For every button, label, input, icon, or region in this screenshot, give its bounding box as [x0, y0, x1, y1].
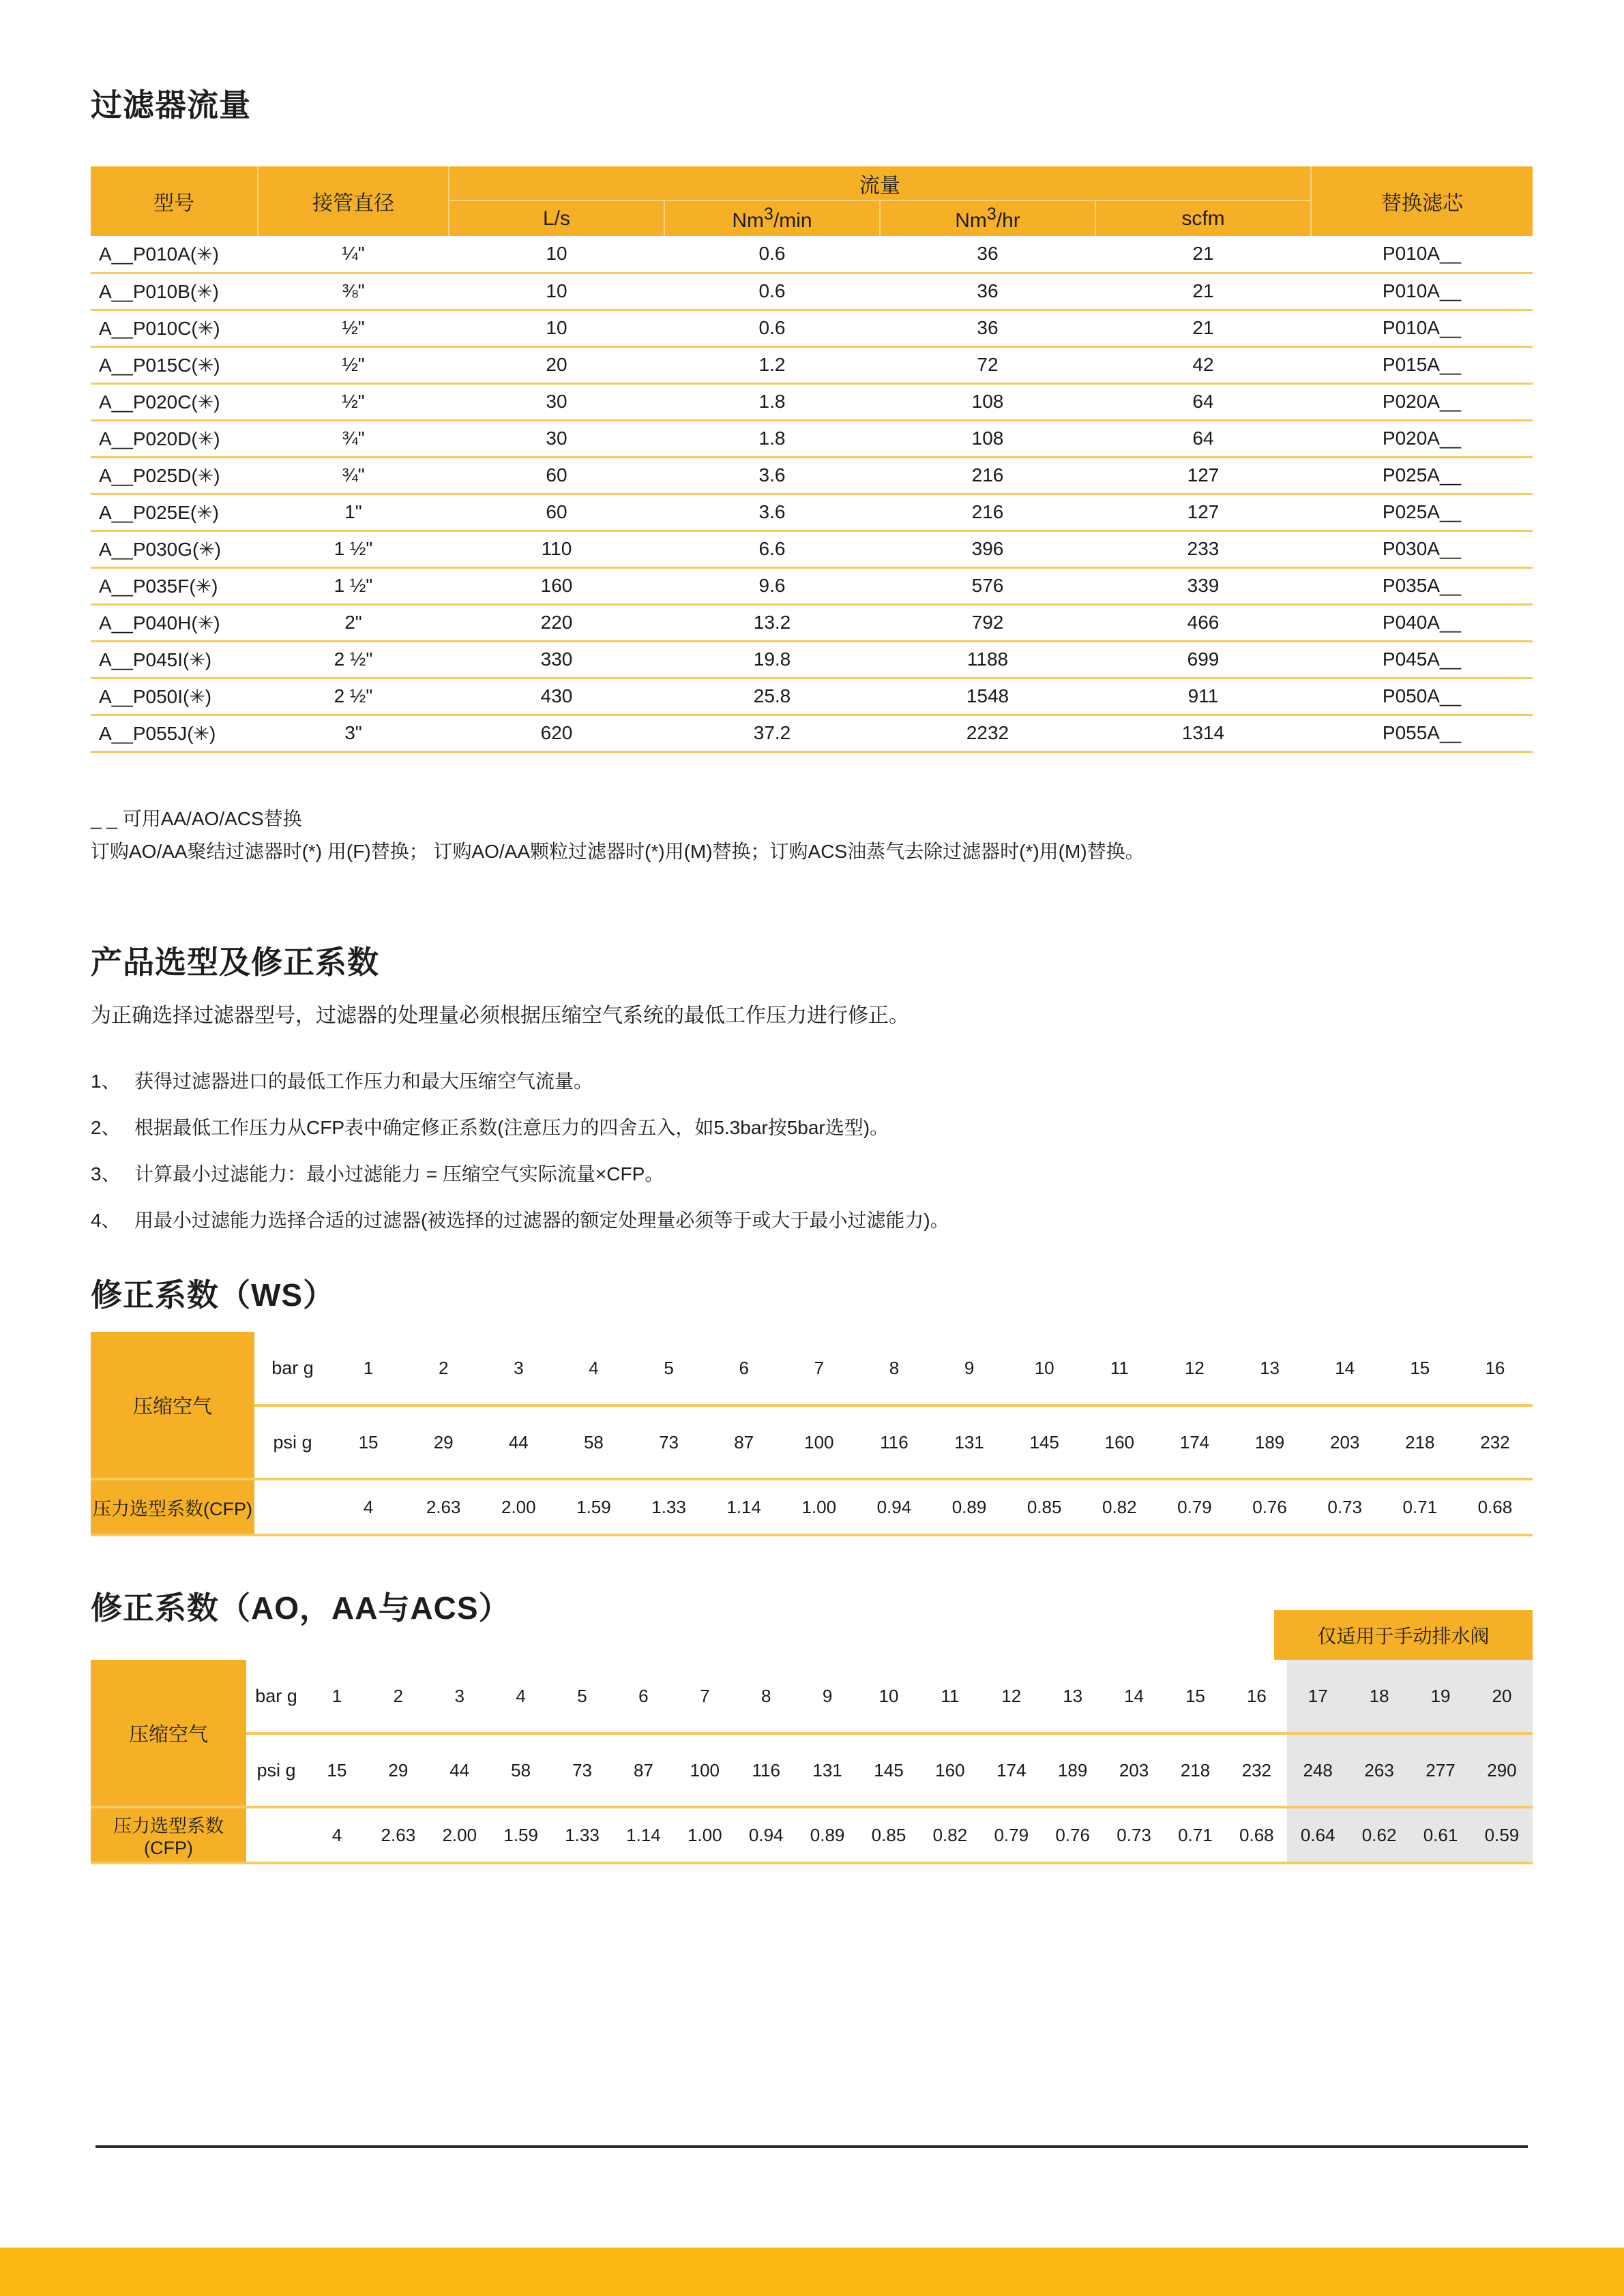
cell-psi-10: 145: [1029, 1431, 1059, 1452]
cell-psi-13: 189: [1254, 1431, 1285, 1452]
cell-model: A__P025E(✳): [91, 494, 258, 531]
cell-bar-19: 19: [1410, 1660, 1471, 1733]
table-row: [91, 383, 1533, 420]
cell-bar-16: 16: [1485, 1357, 1505, 1378]
cell-psi-12: 174: [996, 1759, 1027, 1780]
cell-cfp-9: 0.89: [951, 1496, 987, 1517]
selection-step-1: [91, 1067, 593, 1094]
cell-ls: 10: [449, 273, 664, 310]
cell-ls: 10: [449, 310, 664, 346]
cfp-row-bar: [91, 1332, 1533, 1405]
cell-nm3min: 0.6: [664, 273, 880, 310]
cell-psi-14: 203: [1329, 1431, 1360, 1452]
cell-nm3hr: 576: [880, 567, 1095, 604]
cell-bar-14: 14: [1124, 1685, 1144, 1706]
cell-model: A__P055J(✳): [91, 715, 258, 751]
ws-correction-table: [91, 1332, 1533, 1536]
cfp-unit-spacer: [254, 1479, 331, 1535]
selection-step-2: [91, 1113, 889, 1140]
cell-cfp-10: 0.85: [871, 1824, 906, 1845]
cell-bar-2: 2: [438, 1357, 449, 1378]
cell-bar-13: 13: [1260, 1357, 1280, 1378]
filter-flow-table-body: [91, 236, 1533, 751]
cell-ls: 20: [449, 346, 664, 383]
cell-bar-11: 11: [941, 1685, 960, 1706]
step-number: 2、: [91, 1117, 121, 1138]
cell-ls: 330: [449, 641, 664, 678]
cell-scfm: 233: [1095, 531, 1311, 567]
cell-scfm: 339: [1095, 567, 1311, 604]
cell-bar-3: 3: [454, 1685, 464, 1706]
cell-psi-17: 248: [1287, 1733, 1348, 1807]
cell-spare: P020A__: [1311, 383, 1533, 420]
unit-label-bar: bar g: [271, 1357, 314, 1378]
cell-bar-16: 16: [1246, 1685, 1267, 1706]
row-label-cfp: 压力选型系数(CFP): [91, 1807, 246, 1863]
footer-accent-bar: [0, 2248, 1624, 2296]
cell-nm3min: 1.2: [664, 346, 880, 383]
cell-scfm: 911: [1095, 678, 1311, 715]
cell-model: A__P010A(✳): [91, 236, 258, 273]
cell-connection: ½": [258, 383, 449, 420]
cell-cfp-8: 0.94: [876, 1496, 912, 1517]
section-title-filter-flow: 过滤器流量: [91, 87, 251, 123]
unit-text-nm3hr: Nm$^3$/hr: [955, 205, 1020, 232]
table-header-row-1: [91, 166, 1533, 200]
cell-bar-8: 8: [761, 1685, 771, 1706]
step-number: 3、: [91, 1163, 121, 1184]
cell-nm3hr: 36: [880, 310, 1095, 346]
cell-model: A__P030G(✳): [91, 531, 258, 567]
cell-cfp-13: 0.76: [1252, 1496, 1287, 1517]
cell-nm3min: 3.6: [664, 457, 880, 494]
col-header-scfm: scfm: [1095, 200, 1311, 236]
cell-scfm: 466: [1095, 604, 1311, 641]
cell-psi-1: 15: [327, 1759, 347, 1780]
cell-ls: 60: [449, 457, 664, 494]
cell-psi-7: 100: [690, 1759, 720, 1780]
cell-nm3min: 25.8: [664, 678, 880, 715]
cell-nm3hr: 396: [880, 531, 1095, 567]
selection-step-4: [91, 1206, 949, 1233]
cell-scfm: 42: [1095, 346, 1311, 383]
step-text: 根据最低工作压力从CFP表中确定修正系数(注意压力的四舍五入，如5.3bar按5bar选型)。: [134, 1117, 889, 1138]
note-ordering: 订购AO/AA聚结过滤器时(*) 用(F)替换； 订购AO/AA颗粒过滤器时(*)用(M)替换；订购ACS油蒸气去除过滤器时(*)用(M)替换。: [91, 841, 1145, 862]
cell-model: A__P045I(✳): [91, 641, 258, 678]
cell-psi-9: 131: [812, 1759, 842, 1780]
cell-psi-7: 100: [804, 1431, 834, 1452]
table-row: [91, 346, 1533, 383]
cell-nm3hr: 36: [880, 273, 1095, 310]
cell-psi-1: 15: [358, 1431, 379, 1452]
cell-nm3hr: 1548: [880, 678, 1095, 715]
cell-ls: 30: [449, 383, 664, 420]
cell-cfp-6: 1.14: [626, 1824, 661, 1845]
table-row: [91, 531, 1533, 567]
cell-nm3min: 13.2: [664, 604, 880, 641]
cell-nm3hr: 1188: [880, 641, 1095, 678]
section-title-ws: 修正系数（WS）: [91, 1277, 336, 1313]
section-title-product-selection: 产品选型及修正系数: [91, 944, 379, 980]
cell-psi-11: 160: [935, 1759, 965, 1780]
cell-cfp-20: 0.59: [1471, 1807, 1533, 1863]
cell-model: A__P010B(✳): [91, 273, 258, 310]
cell-scfm: 21: [1095, 236, 1311, 273]
cell-spare: P020A__: [1311, 420, 1533, 457]
cell-cfp-19: 0.61: [1410, 1807, 1471, 1863]
cell-cfp-16: 0.68: [1239, 1824, 1274, 1845]
cell-model: A__P025D(✳): [91, 457, 258, 494]
cell-connection: 3": [258, 715, 449, 751]
cell-cfp-5: 1.33: [651, 1496, 686, 1517]
cell-bar-6: 6: [638, 1685, 649, 1706]
cell-psi-20: 290: [1471, 1733, 1533, 1807]
cell-nm3hr: 36: [880, 236, 1095, 273]
cell-psi-5: 73: [572, 1759, 592, 1780]
step-text: 计算最小过滤能力：最小过滤能力 = 压缩空气实际流量×CFP。: [134, 1163, 664, 1184]
cell-connection: 2 ½": [258, 678, 449, 715]
cell-cfp-3: 2.00: [501, 1496, 536, 1517]
table-row: [91, 641, 1533, 678]
cell-scfm: 127: [1095, 457, 1311, 494]
cell-connection: 1": [258, 494, 449, 531]
cell-psi-9: 131: [954, 1431, 984, 1452]
col-header-model: 型号: [91, 166, 258, 236]
cell-psi-13: 189: [1057, 1759, 1088, 1780]
cell-scfm: 127: [1095, 494, 1311, 531]
cell-psi-2: 29: [388, 1759, 409, 1780]
cell-scfm: 1314: [1095, 715, 1311, 751]
cell-bar-11: 11: [1110, 1357, 1129, 1378]
cell-connection: 2": [258, 604, 449, 641]
col-header-spare: 替换滤芯: [1311, 166, 1533, 236]
cell-psi-4: 58: [583, 1431, 604, 1452]
cell-psi-6: 87: [734, 1431, 754, 1452]
cell-connection: ¼": [258, 236, 449, 273]
cell-cfp-4: 1.59: [576, 1496, 611, 1517]
section-intro-paragraph: 为正确选择过滤器型号，过滤器的处理量必须根据压缩空气系统的最低工作压力进行修正。: [91, 1004, 909, 1027]
table-row: [91, 678, 1533, 715]
table-row: [91, 273, 1533, 310]
cell-spare: P025A__: [1311, 457, 1533, 494]
cell-spare: P045A__: [1311, 641, 1533, 678]
cell-cfp-10: 0.85: [1027, 1496, 1062, 1517]
table-row: [91, 715, 1533, 751]
cell-psi-14: 203: [1119, 1759, 1149, 1780]
cell-ls: 160: [449, 567, 664, 604]
row-label-compressed-air: 压缩空气: [91, 1660, 246, 1807]
table-row: [91, 457, 1533, 494]
row-label-compressed-air: 压缩空气: [91, 1332, 254, 1479]
cell-ls: 30: [449, 420, 664, 457]
section-title-ao: 修正系数（AO，AA与ACS）: [91, 1590, 511, 1626]
cfp-row-psi: [91, 1733, 1533, 1807]
table-row: [91, 420, 1533, 457]
cell-nm3min: 19.8: [664, 641, 880, 678]
table-row: [91, 310, 1533, 346]
cell-nm3hr: 216: [880, 494, 1095, 531]
cell-nm3hr: 108: [880, 420, 1095, 457]
cell-spare: P055A__: [1311, 715, 1533, 751]
cell-bar-1: 1: [331, 1685, 342, 1706]
cell-cfp-4: 1.59: [503, 1824, 538, 1845]
cell-bar-4: 4: [516, 1685, 526, 1706]
step-text: 用最小过滤能力选择合适的过滤器(被选择的过滤器的额定处理量必须等于或大于最小过滤能力)。: [134, 1210, 949, 1231]
cell-ls: 60: [449, 494, 664, 531]
cell-scfm: 64: [1095, 420, 1311, 457]
cell-nm3min: 1.8: [664, 383, 880, 420]
cell-bar-8: 8: [889, 1357, 900, 1378]
cell-cfp-14: 0.73: [1117, 1824, 1151, 1845]
cell-psi-12: 174: [1179, 1431, 1210, 1452]
cell-psi-10: 145: [874, 1759, 904, 1780]
cell-bar-10: 10: [879, 1685, 899, 1706]
cell-spare: P030A__: [1311, 531, 1533, 567]
cell-model: A__P035F(✳): [91, 567, 258, 604]
cell-psi-2: 29: [433, 1431, 454, 1452]
cfp-row-factor: [91, 1479, 1533, 1535]
cell-nm3min: 0.6: [664, 310, 880, 346]
cell-model: A__P050I(✳): [91, 678, 258, 715]
cell-ls: 430: [449, 678, 664, 715]
cell-nm3min: 37.2: [664, 715, 880, 751]
cell-nm3min: 3.6: [664, 494, 880, 531]
cell-bar-12: 12: [1184, 1357, 1205, 1378]
col-header-ls: L/s: [449, 200, 664, 236]
cell-bar-18: 18: [1348, 1660, 1410, 1733]
cell-ls: 220: [449, 604, 664, 641]
selection-step-3: [91, 1159, 664, 1187]
step-number: 4、: [91, 1210, 121, 1231]
cell-bar-7: 7: [814, 1357, 825, 1378]
cell-spare: P025A__: [1311, 494, 1533, 531]
cell-cfp-18: 0.62: [1348, 1807, 1410, 1863]
cell-model: A__P010C(✳): [91, 310, 258, 346]
cell-cfp-2: 2.63: [426, 1496, 461, 1517]
unit-text-nm3min: Nm$^3$/min: [732, 205, 812, 232]
cfp-row-psi: [91, 1405, 1533, 1479]
cell-connection: ¾": [258, 457, 449, 494]
cell-spare: P035A__: [1311, 567, 1533, 604]
cell-psi-3: 44: [449, 1759, 470, 1780]
cell-cfp-13: 0.76: [1055, 1824, 1090, 1845]
cell-bar-1: 1: [363, 1357, 374, 1378]
cell-bar-5: 5: [577, 1685, 587, 1706]
cfp-row-factor: [91, 1807, 1533, 1863]
cell-nm3hr: 72: [880, 346, 1095, 383]
cell-connection: 1 ½": [258, 531, 449, 567]
cell-bar-13: 13: [1063, 1685, 1083, 1706]
cell-nm3hr: 108: [880, 383, 1095, 420]
cell-cfp-17: 0.64: [1287, 1807, 1348, 1863]
cell-cfp-1: 4: [363, 1496, 374, 1517]
footer-divider: [95, 2145, 1528, 2148]
cell-model: A__P020C(✳): [91, 383, 258, 420]
cell-cfp-14: 0.73: [1327, 1496, 1362, 1517]
cell-psi-8: 116: [880, 1431, 909, 1452]
cell-nm3hr: 216: [880, 457, 1095, 494]
step-number: 1、: [91, 1071, 121, 1092]
cell-bar-15: 15: [1185, 1685, 1205, 1706]
cell-cfp-9: 0.89: [810, 1824, 845, 1845]
cell-cfp-11: 0.82: [1102, 1496, 1137, 1517]
cell-bar-20: 20: [1471, 1660, 1533, 1733]
cell-psi-11: 160: [1104, 1431, 1134, 1452]
cell-cfp-7: 1.00: [688, 1824, 722, 1845]
cell-cfp-2: 2.63: [381, 1824, 416, 1845]
row-label-cfp: 压力选型系数(CFP): [91, 1479, 254, 1535]
cell-bar-10: 10: [1034, 1357, 1054, 1378]
col-header-flow-group: 流量: [449, 166, 1311, 200]
cell-psi-4: 58: [511, 1759, 531, 1780]
table-row: [91, 567, 1533, 604]
unit-label-psi: psi g: [256, 1759, 296, 1780]
note-substitution: _ _ 可用AA/AO/ACS替换: [91, 808, 302, 829]
cell-cfp-12: 0.79: [1177, 1496, 1212, 1517]
cell-psi-8: 116: [752, 1759, 780, 1780]
cell-psi-16: 232: [1480, 1431, 1510, 1452]
ao-correction-table: [91, 1660, 1533, 1864]
cell-bar-3: 3: [514, 1357, 524, 1378]
step-text: 获得过滤器进口的最低工作压力和最大压缩空气流量。: [134, 1071, 593, 1092]
cell-psi-3: 44: [508, 1431, 529, 1452]
cell-bar-2: 2: [393, 1685, 404, 1706]
cell-spare: P015A__: [1311, 346, 1533, 383]
unit-label-bar: bar g: [255, 1685, 297, 1706]
cell-bar-14: 14: [1335, 1357, 1355, 1378]
cell-connection: ½": [258, 346, 449, 383]
cell-cfp-15: 0.71: [1402, 1496, 1438, 1517]
cell-scfm: 64: [1095, 383, 1311, 420]
cell-psi-6: 87: [633, 1759, 653, 1780]
cell-cfp-11: 0.82: [932, 1824, 968, 1845]
filter-flow-table: [91, 166, 1533, 753]
cell-psi-19: 277: [1410, 1733, 1471, 1807]
table-row: [91, 494, 1533, 531]
cell-bar-9: 9: [822, 1685, 833, 1706]
cell-spare: P010A__: [1311, 236, 1533, 273]
cell-nm3hr: 792: [880, 604, 1095, 641]
cell-scfm: 699: [1095, 641, 1311, 678]
cell-bar-12: 12: [1001, 1685, 1022, 1706]
cell-spare: P050A__: [1311, 678, 1533, 715]
cell-psi-15: 218: [1180, 1759, 1211, 1780]
col-header-nm3hr: [880, 200, 1095, 236]
cell-nm3min: 1.8: [664, 420, 880, 457]
cell-ls: 10: [449, 236, 664, 273]
cell-psi-16: 232: [1241, 1759, 1272, 1780]
cell-spare: P010A__: [1311, 310, 1533, 346]
cfp-unit-spacer: [246, 1807, 306, 1863]
cell-connection: 2 ½": [258, 641, 449, 678]
cell-ls: 110: [449, 531, 664, 567]
cell-nm3min: 0.6: [664, 236, 880, 273]
cell-connection: ½": [258, 310, 449, 346]
cell-cfp-15: 0.71: [1178, 1824, 1213, 1845]
cell-connection: ¾": [258, 420, 449, 457]
cell-psi-5: 73: [659, 1431, 679, 1452]
cell-cfp-1: 4: [331, 1824, 342, 1845]
cell-bar-7: 7: [700, 1685, 710, 1706]
cell-bar-6: 6: [739, 1357, 749, 1378]
cell-psi-15: 218: [1405, 1431, 1435, 1452]
cell-cfp-8: 0.94: [748, 1824, 784, 1845]
cell-cfp-7: 1.00: [801, 1496, 837, 1517]
cell-connection: ⅜": [258, 273, 449, 310]
col-header-connection: 接管直径: [258, 166, 449, 236]
cell-bar-15: 15: [1410, 1357, 1430, 1378]
cell-nm3min: 6.6: [664, 531, 880, 567]
table-row: [91, 236, 1533, 273]
cell-nm3hr: 2232: [880, 715, 1095, 751]
cell-ls: 620: [449, 715, 664, 751]
cell-cfp-16: 0.68: [1477, 1496, 1513, 1517]
cell-spare: P010A__: [1311, 273, 1533, 310]
table-row: [91, 604, 1533, 641]
cell-psi-18: 263: [1348, 1733, 1410, 1807]
cell-model: A__P020D(✳): [91, 420, 258, 457]
cell-model: A__P040H(✳): [91, 604, 258, 641]
cell-scfm: 21: [1095, 310, 1311, 346]
cell-connection: 1 ½": [258, 567, 449, 604]
cell-cfp-6: 1.14: [726, 1496, 761, 1517]
cell-bar-9: 9: [964, 1357, 975, 1378]
cfp-row-bar: [91, 1660, 1533, 1733]
manual-drain-valve-badge: 仅适用于手动排水阀: [1274, 1610, 1533, 1660]
cell-model: A__P015C(✳): [91, 346, 258, 383]
cell-bar-5: 5: [664, 1357, 674, 1378]
cell-cfp-3: 2.00: [442, 1824, 477, 1845]
cell-cfp-5: 1.33: [565, 1824, 600, 1845]
cell-nm3min: 9.6: [664, 567, 880, 604]
filter-flow-table-head: [91, 166, 1533, 236]
unit-label-psi: psi g: [273, 1431, 312, 1452]
col-header-nm3min: [664, 200, 880, 236]
cell-cfp-12: 0.79: [994, 1824, 1029, 1845]
cell-spare: P040A__: [1311, 604, 1533, 641]
cell-bar-17: 17: [1287, 1660, 1348, 1733]
cell-scfm: 21: [1095, 273, 1311, 310]
cell-bar-4: 4: [589, 1357, 599, 1378]
